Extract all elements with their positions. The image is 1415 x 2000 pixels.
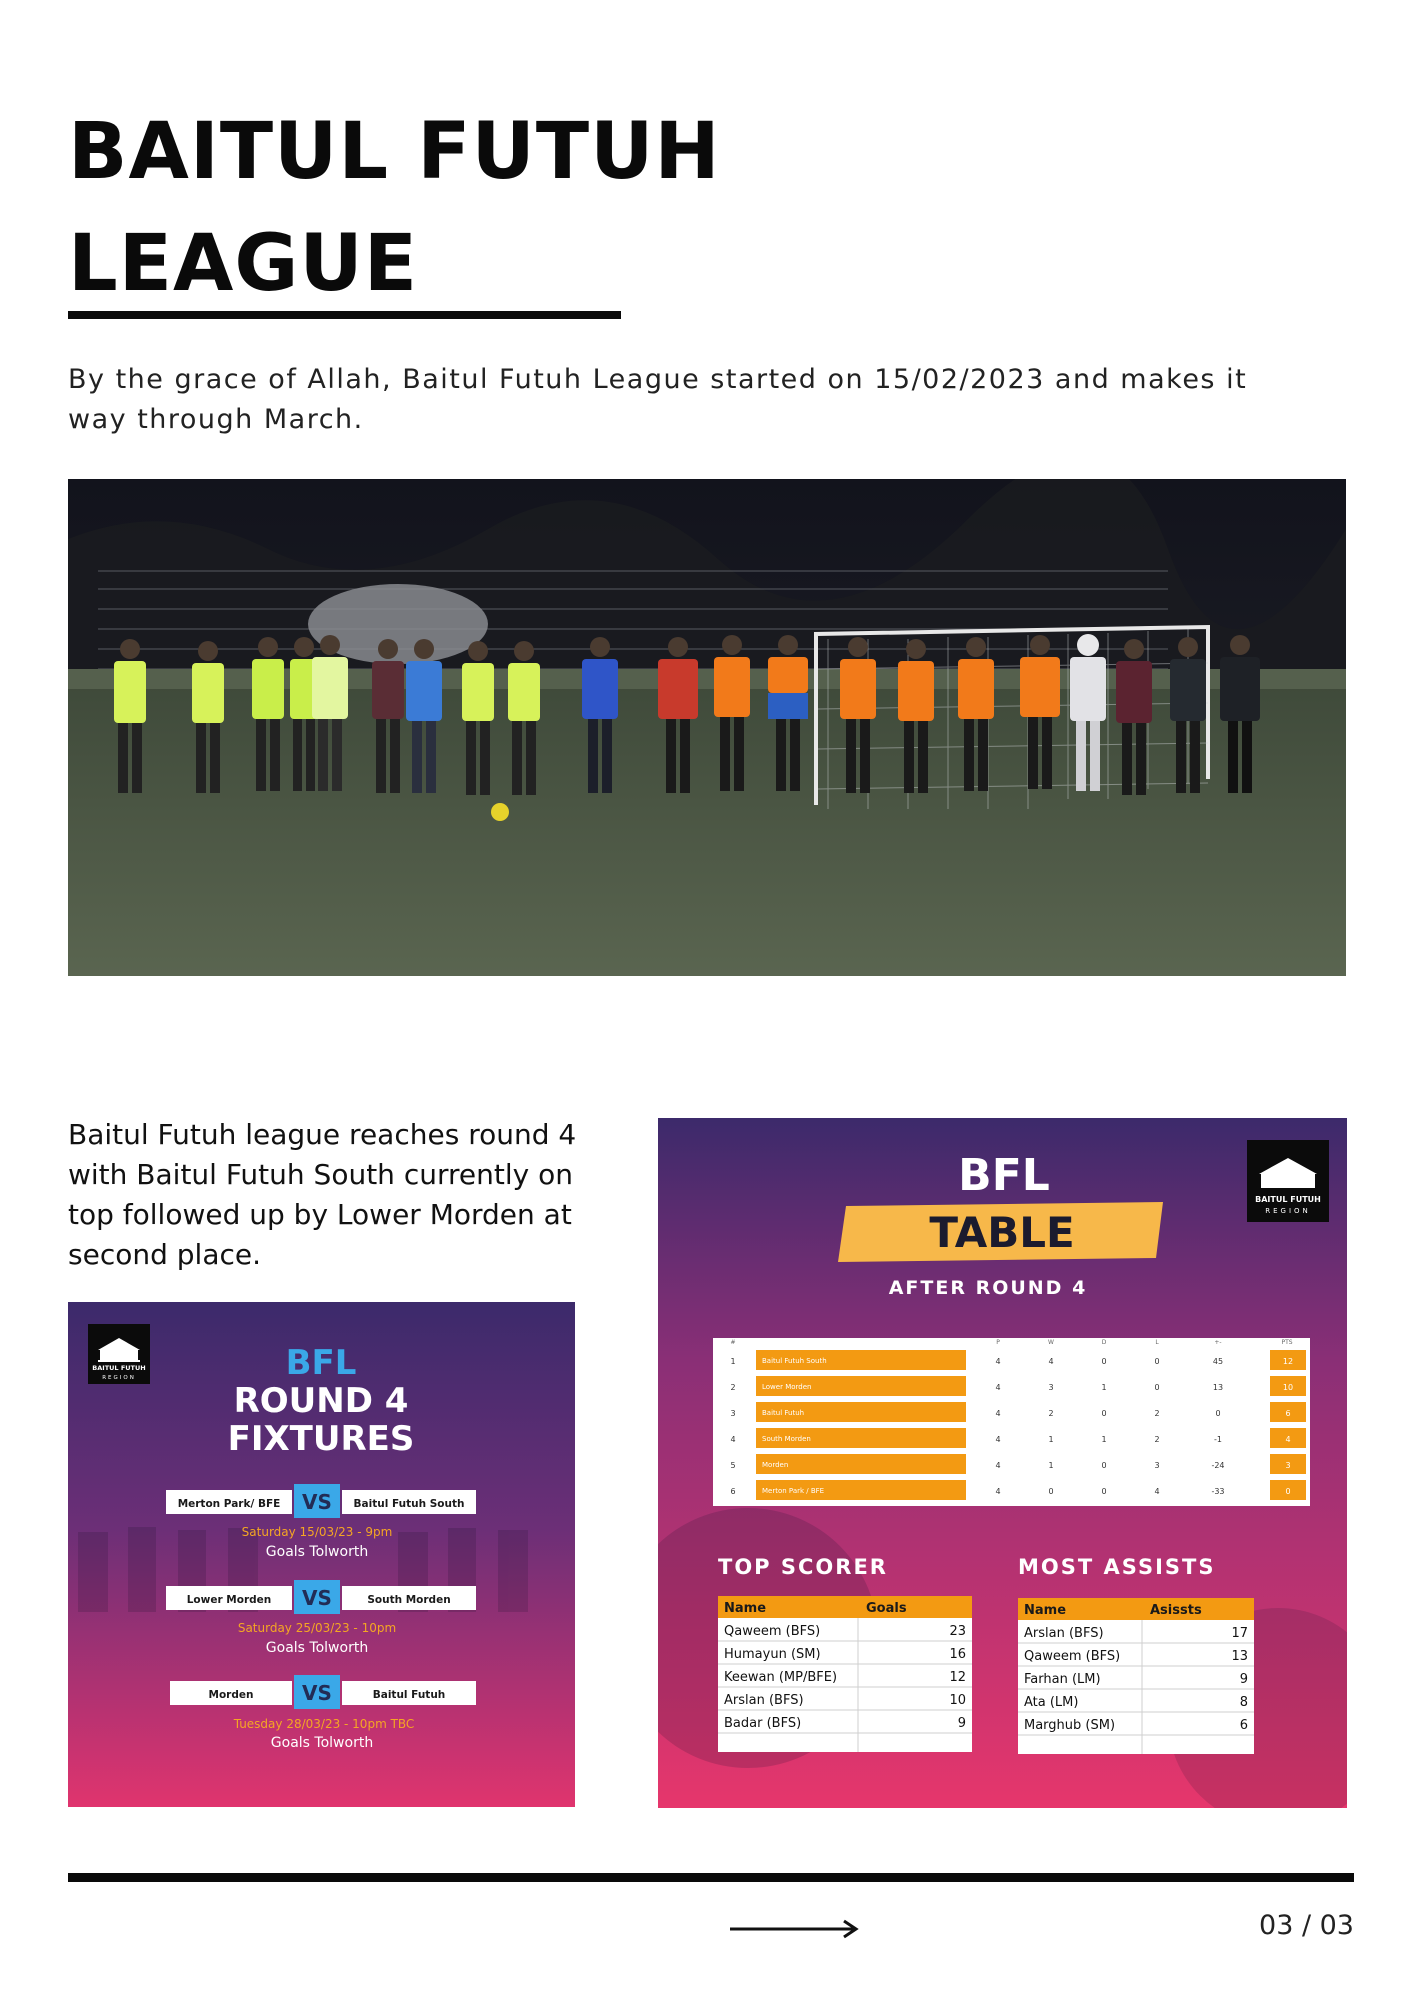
fixture-3-venue: Goals Tolworth (270, 1735, 374, 1751)
arrow-right-icon[interactable] (730, 1918, 862, 1940)
svg-text:Badar (BFS): Badar (BFS) (724, 1716, 802, 1731)
svg-text:0: 0 (1154, 1383, 1160, 1392)
fixture-1-home: Merton Park/ BFE (177, 1498, 281, 1510)
top-scorer-header-name: Name (724, 1601, 767, 1616)
svg-text:1: 1 (1048, 1461, 1054, 1470)
title-underline (68, 311, 621, 319)
svg-text:5: 5 (730, 1461, 736, 1470)
svg-text:1: 1 (1048, 1435, 1054, 1444)
fixture-1-away: Baitul Futuh South (353, 1498, 465, 1510)
round-line-4: second place. (68, 1238, 261, 1271)
fixture-1-venue: Goals Tolworth (265, 1544, 369, 1560)
svg-text:0: 0 (1101, 1461, 1107, 1470)
svg-text:12: 12 (1282, 1357, 1294, 1366)
svg-text:Keewan (MP/BFE): Keewan (MP/BFE) (724, 1670, 838, 1685)
svg-text:9: 9 (957, 1716, 966, 1731)
svg-text:13: 13 (1231, 1649, 1248, 1664)
intro-line-2: way through March. (68, 404, 364, 435)
svg-text:6: 6 (730, 1487, 736, 1496)
svg-text:Merton Park / BFE: Merton Park / BFE (762, 1487, 825, 1495)
assists-header-count: Asissts (1150, 1603, 1202, 1618)
svg-text:-24: -24 (1211, 1461, 1225, 1470)
fixtures-heading-fixtures: FIXTURES (227, 1419, 415, 1459)
col-lost: L (1155, 1339, 1159, 1346)
svg-text:13: 13 (1212, 1383, 1224, 1392)
svg-text:4: 4 (730, 1435, 736, 1444)
svg-text:Baitul Futuh: Baitul Futuh (762, 1409, 805, 1417)
fixture-3-away: Baitul Futuh (372, 1689, 446, 1701)
svg-text:4: 4 (995, 1383, 1001, 1392)
svg-text:0: 0 (1215, 1409, 1221, 1418)
fixture-3-vs: VS (302, 1681, 332, 1705)
svg-text:2: 2 (1154, 1435, 1160, 1444)
table-logo-line-1: BAITUL FUTUH (1255, 1195, 1321, 1204)
svg-text:1: 1 (730, 1357, 736, 1366)
fixture-2-home: Lower Morden (186, 1594, 272, 1606)
league-table-poster (658, 1118, 1347, 1808)
svg-text:1: 1 (1101, 1435, 1107, 1444)
svg-text:4: 4 (995, 1487, 1001, 1496)
fixture-1-date: Saturday 15/03/23 - 9pm (241, 1525, 393, 1539)
top-scorer-title: TOP SCORER (718, 1555, 888, 1579)
svg-text:4: 4 (1154, 1487, 1160, 1496)
svg-text:Arslan (BFS): Arslan (BFS) (724, 1693, 804, 1708)
fixture-2-date: Saturday 25/03/23 - 10pm (237, 1621, 397, 1635)
round-line-2: with Baitul Futuh South currently on (68, 1158, 573, 1191)
footer-divider (68, 1873, 1354, 1882)
table-logo-line-2: REGION (1265, 1207, 1311, 1215)
fixture-3-date: Tuesday 28/03/23 - 10pm TBC (233, 1717, 415, 1731)
fixtures-logo-line-2: REGION (102, 1375, 136, 1381)
fixtures-heading-bfl: BFL (285, 1343, 357, 1383)
svg-text:0: 0 (1048, 1487, 1054, 1496)
svg-text:Farhan (LM): Farhan (LM) (1024, 1672, 1101, 1687)
team-photo (68, 479, 1346, 976)
svg-text:12: 12 (949, 1670, 966, 1685)
round-summary (68, 1115, 608, 1275)
col-gd: +- (1214, 1339, 1222, 1346)
round-line-3: top followed up by Lower Morden at (68, 1198, 572, 1231)
svg-text:0: 0 (1101, 1357, 1107, 1366)
svg-text:2: 2 (730, 1383, 736, 1392)
svg-text:9: 9 (1239, 1672, 1248, 1687)
svg-text:-1: -1 (1214, 1435, 1222, 1444)
svg-text:2: 2 (1154, 1409, 1160, 1418)
title-line-2: LEAGUE (68, 219, 418, 309)
svg-text:8: 8 (1239, 1695, 1248, 1710)
col-drawn: D (1101, 1339, 1107, 1346)
svg-text:4: 4 (1048, 1357, 1054, 1366)
svg-text:17: 17 (1231, 1626, 1248, 1641)
svg-text:4: 4 (995, 1461, 1001, 1470)
svg-text:4: 4 (1285, 1435, 1291, 1444)
fixture-3-home: Morden (208, 1689, 254, 1701)
table-heading-table: TABLE (929, 1208, 1075, 1257)
svg-text:6: 6 (1285, 1409, 1291, 1418)
svg-text:1: 1 (1101, 1383, 1107, 1392)
svg-text:3: 3 (1154, 1461, 1160, 1470)
page-title (68, 96, 968, 320)
svg-text:Baitul Futuh South: Baitul Futuh South (762, 1357, 827, 1365)
intro-paragraph (68, 360, 1248, 440)
svg-text:0: 0 (1101, 1409, 1107, 1418)
svg-text:Ata (LM): Ata (LM) (1024, 1695, 1079, 1710)
table-subheading: AFTER ROUND 4 (888, 1277, 1088, 1299)
svg-text:4: 4 (995, 1435, 1001, 1444)
col-won: W (1048, 1339, 1054, 1346)
svg-text:-33: -33 (1211, 1487, 1225, 1496)
svg-text:4: 4 (995, 1357, 1001, 1366)
fixtures-logo-line-1: BAITUL FUTUH (92, 1364, 146, 1372)
svg-text:6: 6 (1239, 1718, 1248, 1733)
svg-text:Morden: Morden (762, 1461, 789, 1469)
svg-text:0: 0 (1285, 1487, 1291, 1496)
svg-text:Marghub (SM): Marghub (SM) (1024, 1718, 1116, 1733)
svg-text:2: 2 (1048, 1409, 1054, 1418)
svg-text:3: 3 (1048, 1383, 1054, 1392)
svg-text:4: 4 (995, 1409, 1001, 1418)
title-line-1: BAITUL FUTUH (68, 107, 721, 197)
fixtures-heading-round: ROUND 4 (233, 1381, 409, 1421)
svg-text:3: 3 (1285, 1461, 1291, 1470)
table-heading-bfl: BFL (958, 1150, 1050, 1201)
svg-text:Arslan (BFS): Arslan (BFS) (1024, 1626, 1104, 1641)
svg-text:Humayun (SM): Humayun (SM) (724, 1647, 821, 1662)
svg-text:0: 0 (1154, 1357, 1160, 1366)
col-points: PTS (1281, 1339, 1293, 1346)
svg-text:0: 0 (1101, 1487, 1107, 1496)
svg-text:23: 23 (949, 1624, 966, 1639)
col-played: P (996, 1339, 1000, 1346)
col-rank: # (730, 1339, 736, 1346)
intro-line-1: By the grace of Allah, Baitul Futuh League started on 15/02/2023 and makes it (68, 364, 1248, 395)
round-line-1: Baitul Futuh league reaches round 4 (68, 1118, 577, 1151)
svg-text:10: 10 (949, 1693, 966, 1708)
svg-text:Qaweem (BFS): Qaweem (BFS) (724, 1624, 821, 1639)
fixture-2-away: South Morden (367, 1594, 451, 1606)
top-scorer-header-goals: Goals (866, 1601, 907, 1616)
assists-header-name: Name (1024, 1603, 1067, 1618)
svg-text:45: 45 (1212, 1357, 1224, 1366)
svg-text:Lower Morden: Lower Morden (762, 1383, 812, 1391)
svg-text:Qaweem (BFS): Qaweem (BFS) (1024, 1649, 1121, 1664)
fixture-1-vs: VS (302, 1490, 332, 1514)
fixture-2-vs: VS (302, 1586, 332, 1610)
most-assists-title: MOST ASSISTS (1018, 1555, 1216, 1579)
svg-text:16: 16 (949, 1647, 966, 1662)
page-number: 03 / 03 (1259, 1910, 1354, 1941)
svg-text:3: 3 (730, 1409, 736, 1418)
svg-text:10: 10 (1282, 1383, 1294, 1392)
svg-text:South Morden: South Morden (762, 1435, 811, 1443)
fixture-2-venue: Goals Tolworth (265, 1640, 369, 1656)
fixtures-poster (68, 1302, 575, 1807)
